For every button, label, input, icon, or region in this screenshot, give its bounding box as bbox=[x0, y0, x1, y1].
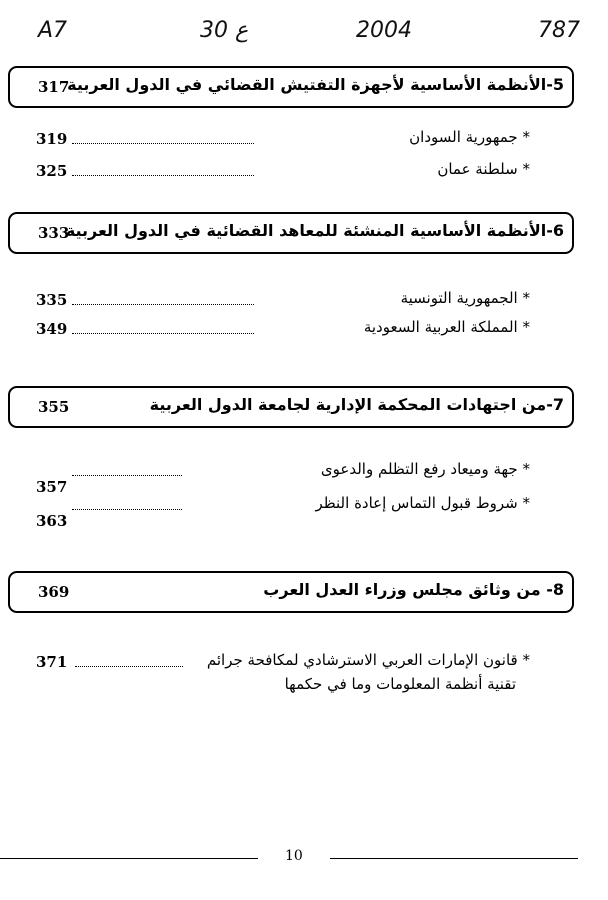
entry-text: شروط قبول التماس إعادة النظر bbox=[315, 494, 518, 512]
section-7-title: 7-من اجتهادات المحكمة الإدارية لجامعة الدول العربية bbox=[149, 395, 564, 414]
toc-entry: * جمهورية السودان 319 bbox=[36, 128, 530, 148]
entry-text: المملكة العربية السعودية bbox=[363, 318, 518, 336]
toc-entry: * قانون الإمارات العربي الاسترشادي لمكافحة جرائم 371 تقنية أنظمة المعلومات وما في حكمها bbox=[36, 651, 530, 693]
footer-rule-right bbox=[330, 858, 578, 859]
dot-leader bbox=[72, 175, 254, 176]
toc-entry: * شروط قبول التماس إعادة النظر 363 bbox=[36, 494, 530, 530]
section-5-page: 317 bbox=[38, 78, 70, 96]
entry-page: 363 bbox=[36, 512, 68, 530]
entry-text: سلطنة عمان bbox=[437, 160, 518, 178]
entry-text: جمهورية السودان bbox=[409, 128, 518, 146]
entry-text: قانون الإمارات العربي الاسترشادي لمكافحة جرائم bbox=[206, 651, 518, 669]
section-8-page: 369 bbox=[38, 583, 70, 601]
entry-page: 335 bbox=[36, 291, 68, 309]
section-6-box bbox=[8, 212, 574, 254]
footer-rule-left bbox=[0, 858, 258, 859]
dot-leader bbox=[72, 333, 254, 334]
toc-entry: * سلطنة عمان 325 bbox=[36, 160, 530, 180]
dot-leader bbox=[72, 509, 182, 510]
dot-leader bbox=[72, 475, 182, 476]
toc-entry: * جهة وميعاد رفع التظلم والدعوى 357 bbox=[36, 460, 530, 496]
toc-entry: * المملكة العربية السعودية 349 bbox=[36, 318, 530, 338]
entry-page: 325 bbox=[36, 162, 68, 180]
entry-page: 371 bbox=[36, 653, 68, 671]
section-7-page: 355 bbox=[38, 398, 70, 416]
section-8-title: 8- من وثائق مجلس وزراء العدل العرب bbox=[263, 580, 564, 599]
entry-text: الجمهورية التونسية bbox=[400, 289, 518, 307]
handwritten-mark-3: 2004 bbox=[356, 18, 412, 43]
entry-page: 357 bbox=[36, 478, 68, 496]
entry-text: جهة وميعاد رفع التظلم والدعوى bbox=[320, 460, 518, 478]
handwritten-mark-4: 787 bbox=[538, 18, 580, 43]
dot-leader bbox=[72, 143, 254, 144]
dot-leader bbox=[75, 666, 183, 667]
section-6-title: 6-الأنظمة الأساسية المنشئة للمعاهد القضائية في الدول العربية bbox=[65, 221, 564, 240]
section-5-box bbox=[8, 66, 574, 108]
entry-page: 319 bbox=[36, 130, 68, 148]
page-number: 10 bbox=[285, 848, 303, 864]
entry-text-continued: تقنية أنظمة المعلومات وما في حكمها bbox=[284, 675, 516, 693]
entry-page: 349 bbox=[36, 320, 68, 338]
handwritten-mark-2: 30 ع bbox=[200, 18, 249, 43]
section-7-box bbox=[8, 386, 574, 428]
dot-leader bbox=[72, 304, 254, 305]
toc-entry: * الجمهورية التونسية 335 bbox=[36, 289, 530, 309]
section-8-box bbox=[8, 571, 574, 613]
section-5-title: 5-الأنظمة الأساسية لأجهزة التفتيش القضائي في الدول العربية bbox=[67, 75, 564, 94]
section-6-page: 333 bbox=[38, 224, 70, 242]
handwritten-mark-1: A7 bbox=[38, 18, 68, 43]
